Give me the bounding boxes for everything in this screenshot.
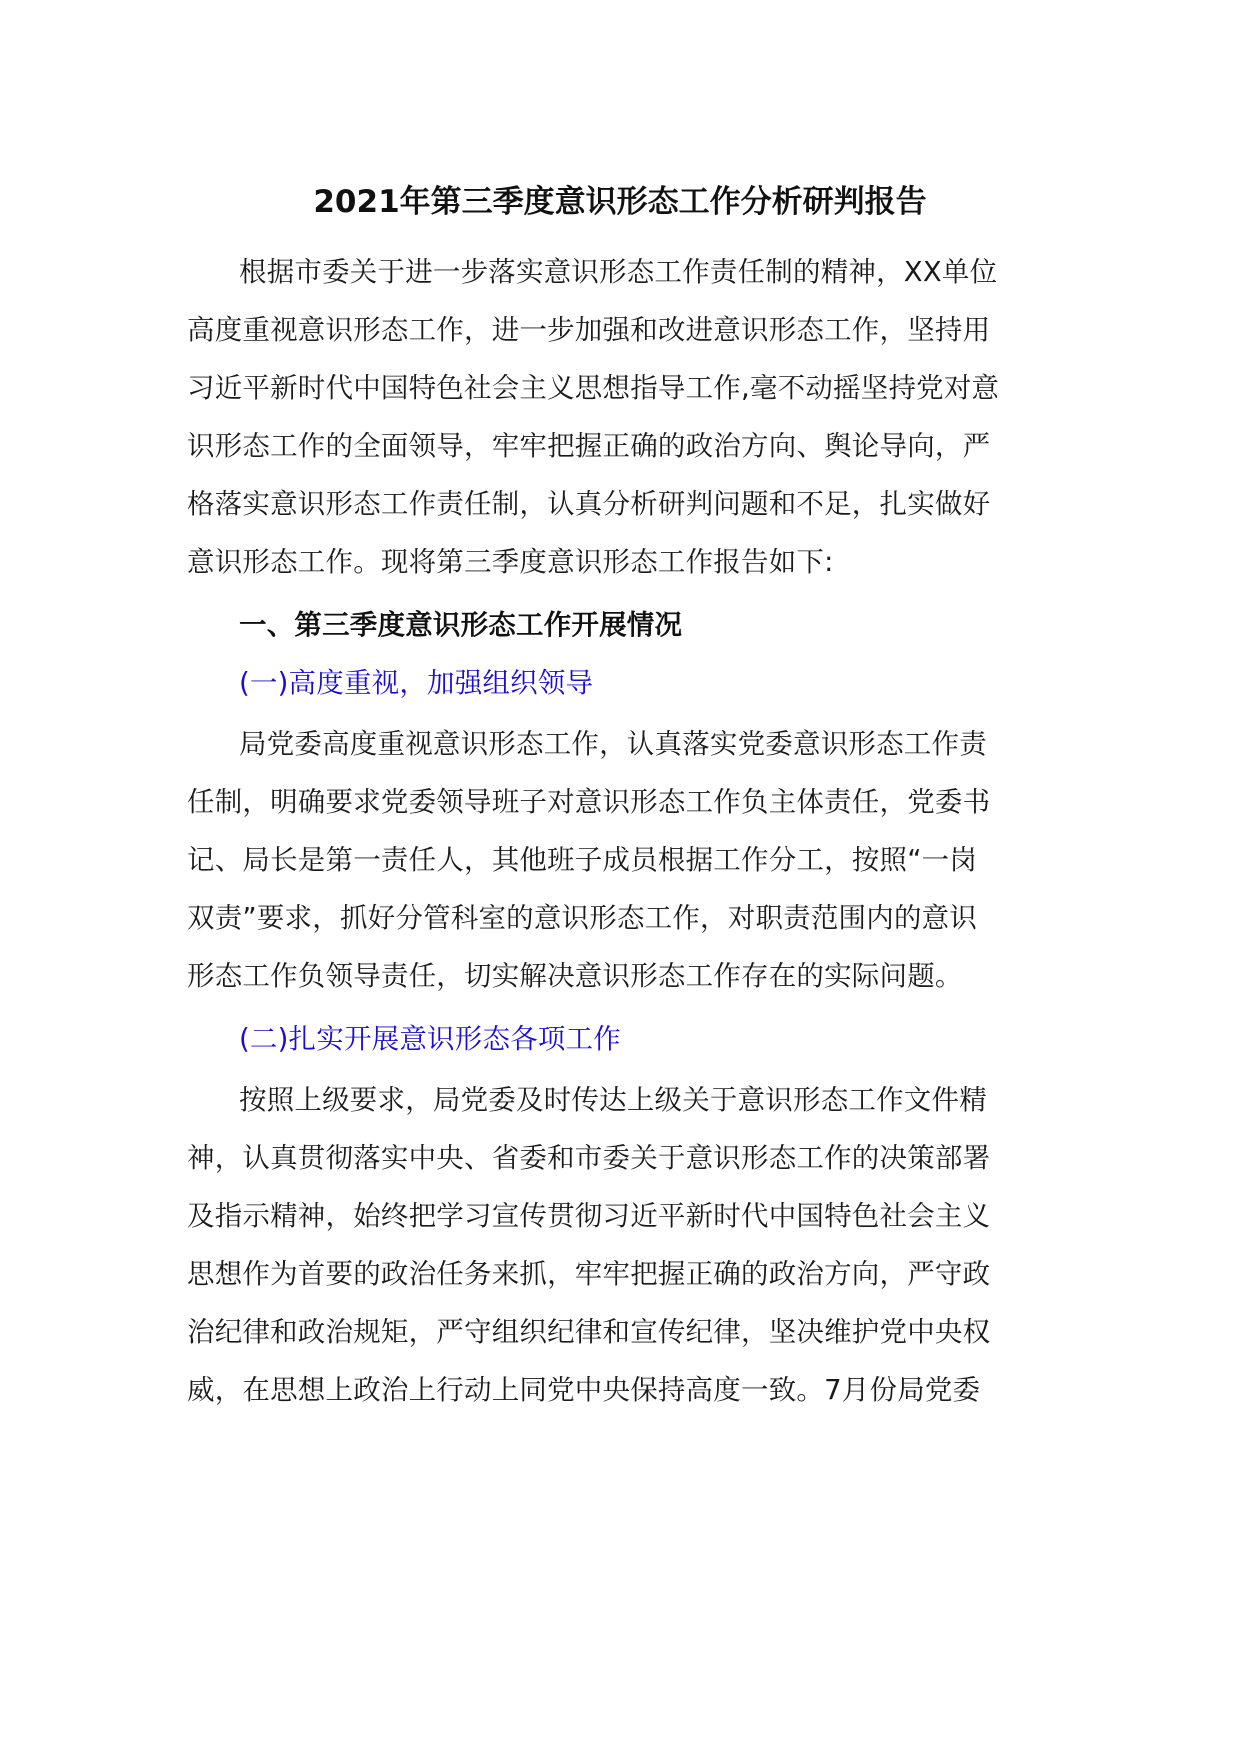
paragraph-line: 神，认真贯彻落实中央、省委和市委关于意识形态工作的决策部署: [187, 1142, 991, 1174]
subsection-heading: (一)高度重视，加强组织领导: [239, 667, 594, 699]
paragraph-line: 威，在思想上政治上行动上同党中央保持高度一致。7月份局党委: [187, 1374, 981, 1406]
paragraph-line: 治纪律和政治规矩，严守组织纪律和宣传纪律，坚决维护党中央权: [187, 1316, 991, 1348]
paragraph-line: 按照上级要求，局党委及时传达上级关于意识形态工作文件精: [239, 1084, 987, 1116]
paragraph-line: 高度重视意识形态工作，进一步加强和改进意识形态工作，坚持用: [187, 314, 991, 346]
paragraph-line: 根据市委关于进一步落实意识形态工作责任制的精神，XX单位: [239, 256, 998, 288]
document-title: 2021年第三季度意识形态工作分析研判报告: [313, 184, 927, 220]
paragraph-line: 习近平新时代中国特色社会主义思想指导工作,毫不动摇坚持党对意: [187, 372, 1000, 404]
paragraph-line: 及指示精神，始终把学习宣传贯彻习近平新时代中国特色社会主义: [187, 1200, 991, 1232]
paragraph-line: 思想作为首要的政治任务来抓，牢牢把握正确的政治方向，严守政: [187, 1258, 991, 1290]
paragraph-line: 意识形态工作。现将第三季度意识形态工作报告如下:: [187, 546, 834, 578]
paragraph-line: 形态工作负领导责任，切实解决意识形态工作存在的实际问题。: [187, 960, 963, 992]
paragraph-line: 任制，明确要求党委领导班子对意识形态工作负主体责任，党委书: [187, 786, 991, 818]
subsection-heading: (二)扎实开展意识形态各项工作: [239, 1023, 621, 1055]
paragraph-line: 识形态工作的全面领导，牢牢把握正确的政治方向、舆论导向，严: [187, 430, 991, 462]
paragraph-line: 记、局长是第一责任人，其他班子成员根据工作分工，按照“一岗: [187, 844, 978, 876]
paragraph-line: 双责”要求，抓好分管科室的意识形态工作，对职责范围内的意识: [187, 902, 978, 934]
paragraph-line: 格落实意识形态工作责任制，认真分析研判问题和不足，扎实做好: [187, 488, 991, 520]
paragraph-line: 局党委高度重视意识形态工作，认真落实党委意识形态工作责: [239, 728, 987, 760]
section-heading: 一、第三季度意识形态工作开展情况: [239, 609, 683, 641]
